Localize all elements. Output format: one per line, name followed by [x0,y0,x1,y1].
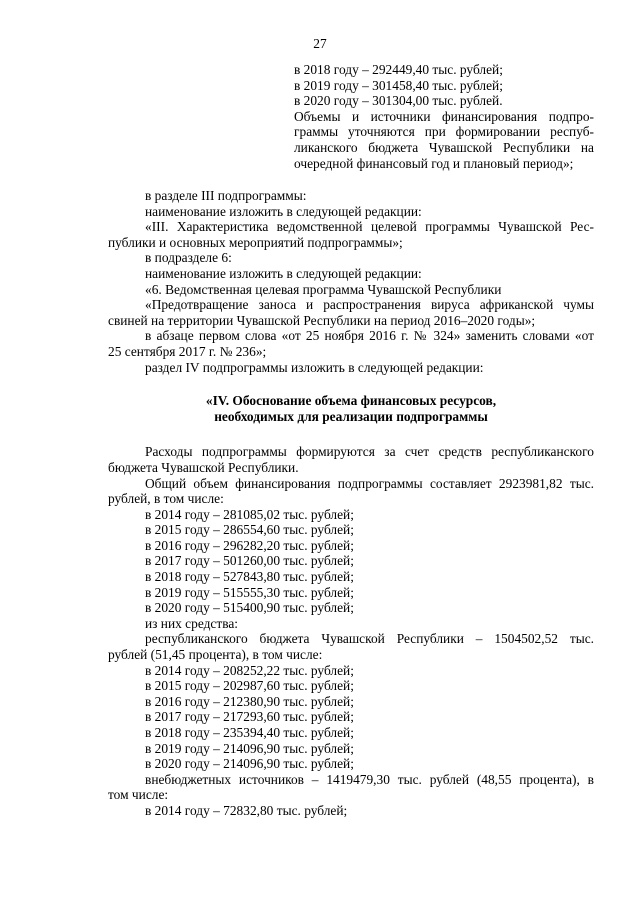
program-name-b: свиней на территории Чувашской Республики на период 2016–2020 годы»; [108,312,536,328]
republic-year-2014: в 2014 году – 208252,22 тыс. рублей; [145,662,354,678]
subsection6-new-title: «6. Ведомственная целевая программа Чувашской Республики [145,281,502,297]
expenses-para-b: бюджета Чувашской Республики. [108,459,299,475]
note-line-1: Объемы и источники финансирования подпро- [294,108,594,124]
document-body [108,188,594,819]
section4-title-line-2: необходимых для реализации подпрограммы [214,408,488,424]
total-year-2020: в 2020 году – 515400,90 тыс. рублей; [145,600,354,616]
republic-budget-b: рублей (51,45 процента), в том числе: [108,647,323,663]
republic-budget-a: республиканского бюджета Чувашской Республики – 1504502,52 тыс. [145,631,594,647]
replace-words-b: 25 сентября 2017 г. № 236»; [108,343,267,359]
section3-new-title-a: «III. Характеристика ведомственной целевой программы Чувашской Рес- [145,219,594,235]
total-year-2015: в 2015 году – 286554,60 тыс. рублей; [145,522,354,538]
subsection6-name-instruction: наименование изложить в следующей редакции: [145,265,422,281]
funding-continuation-block [294,62,594,171]
note-line-2: граммы уточняются при формировании респуб- [294,124,594,140]
total-para-a: Общий объем финансирования подпрограммы составляет 2923981,82 тыс. [145,475,594,491]
section4-instruction: раздел IV подпрограммы изложить в следующей редакции: [145,359,484,375]
republic-year-2020: в 2020 году – 214096,90 тыс. рублей; [145,756,354,772]
section3-new-title-b: публики и основных мероприятий подпрограммы»; [108,234,403,250]
total-para-b: рублей, в том числе: [108,491,224,507]
note-line-3: ликанского бюджета Чувашской Республики на [294,139,594,155]
extrabudget-b: том числе: [108,787,169,803]
subsection6-intro: в подразделе 6: [145,250,232,266]
of-them-label: из них средства: [145,615,239,631]
total-year-2014: в 2014 году – 281085,02 тыс. рублей; [145,506,354,522]
expenses-para-a: Расходы подпрограммы формируются за счет средств республиканского [145,444,594,460]
extrabudget-year-2014: в 2014 году – 72832,80 тыс. рублей; [145,802,348,818]
section4-body [108,444,594,818]
section3-name-instruction: наименование изложить в следующей редакции: [145,203,422,219]
republic-year-2015: в 2015 году – 202987,60 тыс. рублей; [145,678,354,694]
page-number: 27 [313,36,327,51]
replace-words-a: в абзаце первом слова «от 25 ноября 2016 г. № 324» заменить словами «от [145,328,594,344]
year-line-2020: в 2020 году – 301304,00 тыс. рублей. [294,93,503,109]
republic-year-2017: в 2017 году – 217293,60 тыс. рублей; [145,709,354,725]
total-year-2017: в 2017 году – 501260,00 тыс. рублей; [145,553,354,569]
program-name-a: «Предотвращение заноса и распространения вируса африканской чумы [145,297,594,313]
section3-intro: в разделе III подпрограммы: [145,188,307,203]
extrabudget-a: внебюджетных источников – 1419479,30 тыс. рублей (48,55 процента), в [145,771,594,787]
year-line-2018: в 2018 году – 292449,40 тыс. рублей; [294,62,503,77]
year-line-2019: в 2019 году – 301458,40 тыс. рублей; [294,77,503,93]
total-year-2016: в 2016 году – 296282,20 тыс. рублей; [145,537,354,553]
total-year-2019: в 2019 году – 515555,30 тыс. рублей; [145,584,354,600]
total-year-2018: в 2018 году – 527843,80 тыс. рублей; [145,569,354,585]
republic-year-2016: в 2016 году – 212380,90 тыс. рублей; [145,693,354,709]
republic-year-2018: в 2018 году – 235394,40 тыс. рублей; [145,725,354,740]
section4-title-line-1: «IV. Обоснование объема финансовых ресурсов, [205,393,497,409]
republic-year-2019: в 2019 году – 214096,90 тыс. рублей; [145,740,354,756]
section4-title [108,393,594,424]
note-line-4: очередной финансовый год и плановый период»; [294,155,574,171]
